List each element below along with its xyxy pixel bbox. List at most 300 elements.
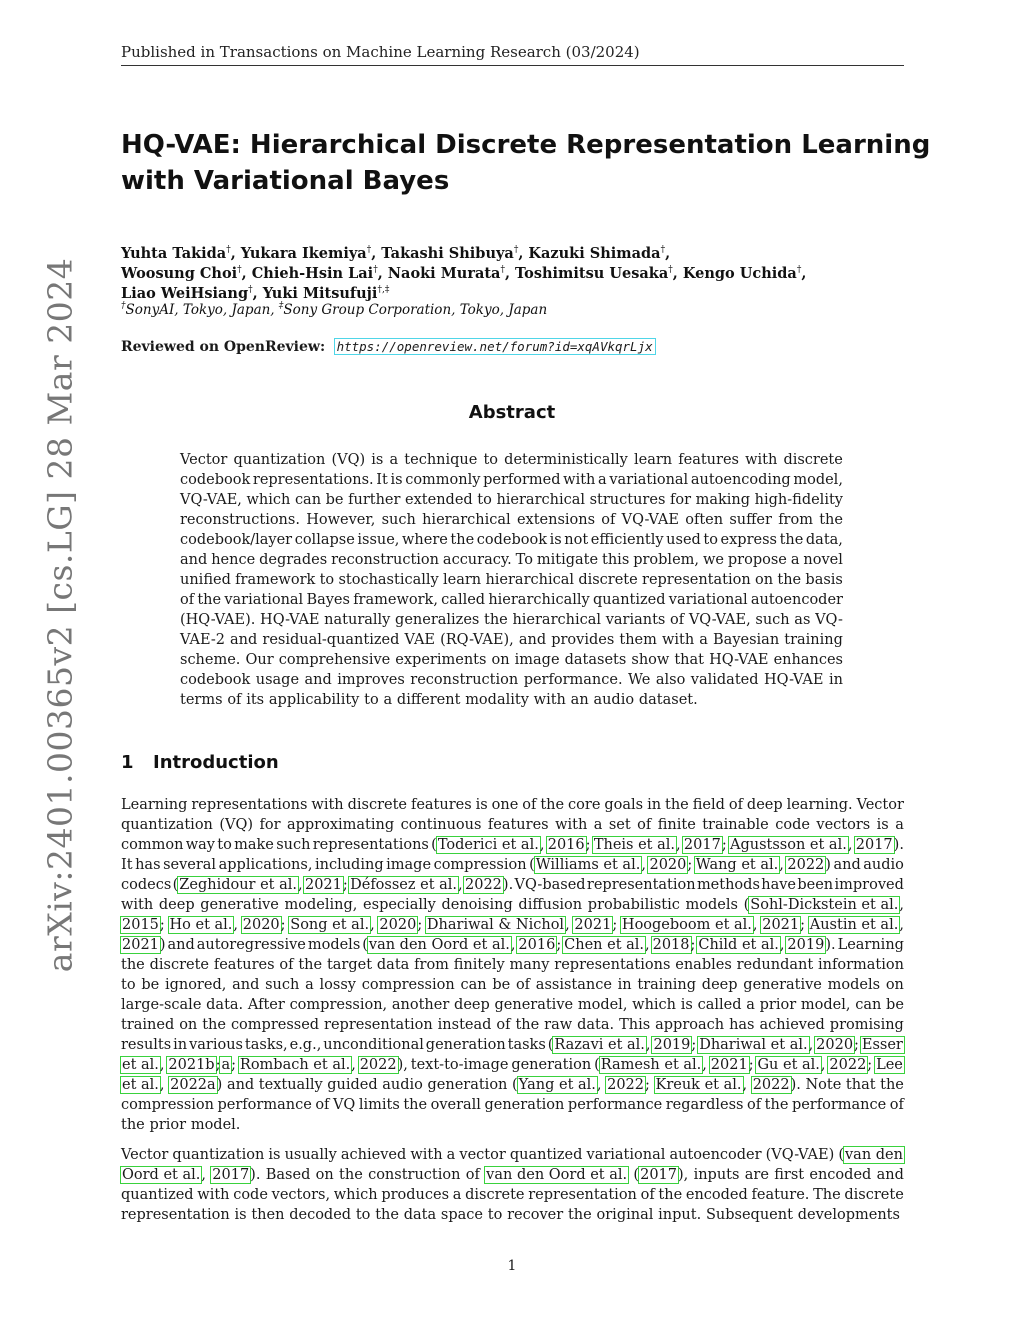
citation-link[interactable]: Gu et al. xyxy=(757,1057,820,1073)
word xyxy=(460,975,486,995)
word xyxy=(305,670,332,690)
word-text: reconstructions. xyxy=(180,512,300,528)
citation-link[interactable]: van den xyxy=(844,1147,903,1163)
citation-link[interactable]: Razavi et al. xyxy=(554,1037,645,1053)
word xyxy=(875,1055,904,1075)
citation-link[interactable]: 2022 xyxy=(465,877,502,893)
word xyxy=(316,1165,334,1185)
word xyxy=(234,1205,246,1225)
word xyxy=(633,1165,688,1185)
word-text: propose xyxy=(727,552,787,568)
word xyxy=(454,995,490,1015)
citation-link[interactable]: 2017 xyxy=(855,837,893,853)
word-text: is xyxy=(475,797,488,813)
text-line xyxy=(121,815,904,835)
citation-link[interactable]: Dhariwal et al. xyxy=(699,1037,808,1053)
word xyxy=(877,1165,904,1185)
word-text: called xyxy=(441,592,486,608)
citation-link[interactable]: 2018 xyxy=(652,937,690,953)
word-text: in xyxy=(173,1037,188,1053)
word-text: audio xyxy=(593,692,635,708)
word xyxy=(819,510,843,530)
paper-title xyxy=(121,127,931,199)
word xyxy=(377,955,409,975)
word-text: codecs xyxy=(121,877,172,893)
word xyxy=(121,855,133,875)
citation-link[interactable]: Esser xyxy=(861,1037,903,1053)
citation-link[interactable]: 2022 xyxy=(359,1057,397,1073)
citation-link[interactable]: 2017 xyxy=(640,1167,677,1183)
word-text: ; xyxy=(867,1057,873,1073)
word xyxy=(363,895,436,915)
word-text: model, xyxy=(577,997,628,1013)
word-text: the xyxy=(484,612,508,628)
word xyxy=(426,1035,506,1055)
word-text: (VQ) xyxy=(219,817,254,833)
word-text: ; xyxy=(690,937,696,953)
word-text: often xyxy=(685,512,724,528)
arxiv-stamp: arXiv:2401.00365v2 [cs.LG] 28 Mar 2024 xyxy=(40,257,80,973)
word xyxy=(619,1015,650,1035)
word xyxy=(362,935,515,955)
word-text: the xyxy=(540,797,565,813)
citation-link[interactable]: Yang et al. xyxy=(518,1077,596,1093)
word-text: express xyxy=(720,532,777,548)
word-text: has xyxy=(135,857,161,873)
word-text: such xyxy=(276,837,311,853)
word-text: unified xyxy=(180,572,231,588)
word-text: , xyxy=(159,1077,165,1093)
word xyxy=(443,570,481,590)
word xyxy=(338,570,438,590)
word xyxy=(578,995,628,1015)
citation-link[interactable]: 2022 xyxy=(607,1077,645,1093)
text-line xyxy=(121,935,904,955)
word-text: the xyxy=(658,1187,683,1203)
word-text: ignored, xyxy=(164,977,227,993)
word-text: data. xyxy=(577,1017,615,1033)
word xyxy=(298,955,322,975)
citation-link[interactable]: Rombach et al. xyxy=(239,1057,351,1073)
word xyxy=(547,835,591,855)
word xyxy=(327,1075,377,1095)
word xyxy=(224,590,303,610)
text-line xyxy=(180,670,843,690)
word-text: vectors, xyxy=(271,1187,331,1203)
citation-link[interactable]: Défossez et al. xyxy=(350,877,458,893)
word-text: can xyxy=(294,492,322,508)
word-text: representation xyxy=(642,572,751,588)
word-text: Vector xyxy=(180,452,228,468)
author-mark: †,‡ xyxy=(377,285,390,295)
word xyxy=(276,835,310,855)
citation-link[interactable]: 2021 xyxy=(304,877,342,893)
citation-link[interactable]: Ramesh et al. xyxy=(600,1057,702,1073)
word-text: features xyxy=(410,797,472,813)
word xyxy=(121,975,136,995)
word xyxy=(728,550,787,570)
word-text: , xyxy=(779,857,784,873)
word xyxy=(818,955,904,975)
word xyxy=(404,1205,436,1225)
word-text: making xyxy=(695,492,751,508)
citation-link[interactable]: Lee xyxy=(876,1057,903,1073)
word xyxy=(697,935,784,955)
section-number: 1 xyxy=(121,752,134,773)
word-text: improves xyxy=(337,672,405,688)
word xyxy=(266,1165,311,1185)
word-text: comprehensive xyxy=(278,652,391,668)
word xyxy=(245,1035,288,1055)
word xyxy=(324,1015,433,1035)
word xyxy=(246,690,264,710)
word-text: an xyxy=(570,692,589,708)
citation-link[interactable]: et al. xyxy=(122,1077,159,1093)
word-text: be xyxy=(325,492,344,508)
word xyxy=(737,955,814,975)
citation-link[interactable]: Hoogeboom et al. xyxy=(621,917,752,933)
author-list xyxy=(121,244,904,304)
word-text: hierarchical xyxy=(485,572,575,588)
word xyxy=(121,1035,171,1055)
word xyxy=(169,1075,222,1095)
citation-link[interactable]: 2021 xyxy=(762,917,800,933)
citation-link[interactable]: 2021b xyxy=(168,1057,215,1073)
word xyxy=(855,995,881,1015)
word xyxy=(392,995,449,1015)
word-text: , xyxy=(899,917,904,933)
word xyxy=(703,550,724,570)
word xyxy=(518,895,582,915)
citation-link[interactable]: 2017 xyxy=(683,837,721,853)
citation-link[interactable]: 2020 xyxy=(816,1037,854,1053)
citation-link[interactable]: 2021 xyxy=(122,937,159,953)
word-text: used xyxy=(666,532,701,548)
word-text: achieved xyxy=(759,1017,825,1033)
citation-link[interactable]: 2022 xyxy=(787,857,825,873)
word-text: its xyxy=(246,692,265,708)
citation-link[interactable]: Sohl-Dickstein et al. xyxy=(750,897,899,913)
word xyxy=(492,795,519,815)
word-text: autoencoder xyxy=(750,592,843,608)
word xyxy=(191,795,307,815)
word-text: models xyxy=(307,937,361,953)
word-text: learn xyxy=(443,572,482,588)
word xyxy=(259,815,280,835)
word-text: , xyxy=(201,1167,206,1183)
word-text: (VQ) xyxy=(331,452,366,468)
word xyxy=(648,855,692,875)
citation-link[interactable]: 2021 xyxy=(710,1057,748,1073)
word-text: finitely xyxy=(453,957,505,973)
word xyxy=(180,450,227,470)
citation-link[interactable]: 2016 xyxy=(547,837,585,853)
affiliation-text: Sony Group Corporation, Tokyo, Japan xyxy=(283,302,548,318)
word-text: the xyxy=(450,532,475,548)
word xyxy=(641,1185,655,1205)
word-text: , xyxy=(742,1077,748,1093)
word xyxy=(121,895,153,915)
word xyxy=(268,1145,280,1165)
word-text: text-to-image xyxy=(410,1057,509,1073)
citation-link[interactable]: 2020 xyxy=(649,857,687,873)
word xyxy=(327,955,372,975)
word xyxy=(320,570,335,590)
word-text: can xyxy=(855,997,882,1013)
word-text: ). xyxy=(825,937,836,953)
citation-link[interactable]: a xyxy=(221,1057,231,1073)
text-line xyxy=(180,530,843,550)
word-text: is xyxy=(680,997,693,1013)
word xyxy=(121,1145,168,1165)
word-text: compression, xyxy=(289,997,388,1013)
running-head: Published in Transactions on Machine Learning Research (03/2024) xyxy=(121,43,640,61)
word-text: variants xyxy=(605,612,666,628)
word xyxy=(828,975,880,995)
word xyxy=(295,530,355,550)
word-text: on xyxy=(885,977,904,993)
word xyxy=(522,795,536,815)
word-text: , xyxy=(510,937,516,953)
word-text: VAE-2 xyxy=(180,632,225,648)
text-line xyxy=(121,795,904,815)
word-text: a xyxy=(446,1147,456,1163)
word xyxy=(465,1185,524,1205)
word-text: is xyxy=(549,532,562,548)
word-text: To xyxy=(515,552,533,568)
word xyxy=(172,1145,264,1165)
word xyxy=(618,975,632,995)
word xyxy=(245,650,273,670)
citation-link[interactable]: van den Oord et al. xyxy=(486,1167,628,1183)
author-name: , Kengo Uchida xyxy=(672,265,797,282)
word xyxy=(697,875,760,895)
word xyxy=(510,1145,583,1165)
word xyxy=(588,895,680,915)
word-text: vector xyxy=(459,1147,506,1163)
word-text: audio xyxy=(863,857,904,873)
word xyxy=(744,895,904,915)
word xyxy=(702,975,738,995)
word xyxy=(698,1035,813,1055)
word-text: representation xyxy=(121,1207,230,1223)
word xyxy=(755,570,773,590)
word xyxy=(269,690,359,710)
word-text: prior xyxy=(759,997,797,1013)
citation-link[interactable]: 2022 xyxy=(829,1057,867,1073)
word xyxy=(544,1015,572,1035)
word-text: , xyxy=(641,857,646,873)
citation-link[interactable]: Theis et al. xyxy=(593,837,675,853)
word xyxy=(248,995,285,1015)
citation-link[interactable]: 2022a xyxy=(170,1077,216,1093)
word-text: common xyxy=(121,837,184,853)
word-text: continuous xyxy=(400,817,482,833)
text-line xyxy=(121,1145,904,1165)
word-text: codebook xyxy=(476,532,547,548)
author-mark: † xyxy=(226,245,231,255)
word-text: VQ-based xyxy=(514,877,586,893)
review-label: Reviewed on OpenReview: xyxy=(121,339,326,355)
word xyxy=(609,815,631,835)
word-text: audio xyxy=(382,1077,423,1093)
word xyxy=(794,610,810,630)
citation-link[interactable]: 2019 xyxy=(653,1037,691,1053)
author-line xyxy=(121,284,904,304)
word-text: data xyxy=(376,957,410,973)
word-text: ; xyxy=(721,837,727,853)
citation-link[interactable]: van den Oord et al. xyxy=(368,937,510,953)
word-text: structures xyxy=(589,492,666,508)
word-text: deterministically xyxy=(504,452,628,468)
word-text: also xyxy=(655,672,686,688)
word xyxy=(206,995,243,1015)
word xyxy=(232,975,259,995)
word-text: a xyxy=(598,472,607,488)
word xyxy=(454,955,505,975)
word-text: and xyxy=(232,977,260,993)
word-text: tasks xyxy=(507,1037,546,1053)
word-text: with xyxy=(555,817,588,833)
word xyxy=(334,1185,378,1205)
citation-link[interactable]: Toderici et al. xyxy=(437,837,539,853)
word-text: generative xyxy=(494,997,574,1013)
word-text: generation xyxy=(484,1097,565,1113)
word-text: lossy xyxy=(319,977,356,993)
word xyxy=(341,1145,406,1165)
word-text: we xyxy=(702,552,724,568)
word-text: denoising xyxy=(441,897,513,913)
word-text: models xyxy=(827,977,881,993)
citation-link[interactable]: Dhariwal & Nichol xyxy=(426,917,565,933)
word-text: and xyxy=(876,1167,904,1183)
word-text: promising xyxy=(829,1017,904,1033)
word-text: on xyxy=(491,652,510,668)
word-text: Learning xyxy=(837,937,904,953)
word-text: ; xyxy=(748,1057,754,1073)
word-text: the xyxy=(764,1097,789,1113)
section-title: Introduction xyxy=(153,752,279,773)
word-text: on xyxy=(179,1017,198,1033)
word-text: Based xyxy=(265,1167,311,1183)
word-text: , xyxy=(233,917,239,933)
word-text: of xyxy=(670,612,685,628)
text-line xyxy=(121,1015,904,1035)
citation-link[interactable]: Austin et al. xyxy=(809,917,899,933)
citation-link[interactable]: 2022 xyxy=(752,1077,790,1093)
word xyxy=(180,650,240,670)
word xyxy=(405,470,480,490)
word xyxy=(484,610,508,630)
word-text: be xyxy=(492,977,511,993)
word-text: deep xyxy=(701,977,738,993)
citation-link[interactable]: Agustsson et al. xyxy=(730,837,847,853)
word xyxy=(348,795,407,815)
citation-link[interactable]: 2020 xyxy=(379,917,417,933)
citation-link[interactable]: 2017 xyxy=(212,1167,250,1183)
citation-link[interactable]: 2021 xyxy=(574,917,612,933)
word xyxy=(362,975,455,995)
word xyxy=(180,630,225,650)
citation-link[interactable]: 2016 xyxy=(518,937,556,953)
word-text: e.g., xyxy=(289,1037,322,1053)
word xyxy=(422,510,511,530)
word xyxy=(308,935,360,955)
word-text: raw xyxy=(544,1017,573,1033)
word xyxy=(326,490,344,510)
citation-link[interactable]: 2020 xyxy=(242,917,280,933)
word-text: encoded xyxy=(809,1167,872,1183)
word-text: which xyxy=(632,997,677,1013)
citation-link[interactable]: Wang et al. xyxy=(695,857,779,873)
citation-link[interactable]: Ho et al. xyxy=(169,917,233,933)
word-text: codebook xyxy=(180,472,251,488)
word xyxy=(410,670,518,690)
word-text: be xyxy=(141,977,160,993)
section-heading xyxy=(121,752,279,773)
word xyxy=(339,1165,363,1185)
word xyxy=(179,1015,197,1035)
word xyxy=(371,450,383,470)
word-text: with xyxy=(533,692,566,708)
citation-link[interactable]: Child et al. xyxy=(698,937,779,953)
citation-link[interactable]: Zeghidour et al. xyxy=(179,877,298,893)
citation-link[interactable]: 2019 xyxy=(787,937,825,953)
citation-link[interactable]: Williams et al. xyxy=(535,857,641,873)
word xyxy=(492,650,510,670)
word xyxy=(227,1075,254,1095)
word-text: ( xyxy=(838,1147,844,1163)
word-text: ( xyxy=(633,1167,640,1183)
author-name: , Yuki Mitsufuji xyxy=(252,285,378,302)
word xyxy=(165,975,226,995)
word xyxy=(806,530,843,550)
word xyxy=(536,975,612,995)
word-text: deep xyxy=(454,997,490,1013)
word-text: the xyxy=(880,1077,904,1093)
text-line xyxy=(121,1165,904,1185)
word-text: efficiently xyxy=(590,532,664,548)
word xyxy=(428,1075,508,1095)
word xyxy=(180,670,250,690)
word xyxy=(593,835,681,855)
citation-link[interactable]: Song et al. xyxy=(290,917,370,933)
citation-link[interactable]: 2015 xyxy=(122,917,159,933)
word-text: for xyxy=(259,817,281,833)
word xyxy=(686,1185,748,1205)
citation-link[interactable]: Kreuk et al. xyxy=(655,1077,742,1093)
word-text: terms xyxy=(180,692,223,708)
word xyxy=(759,1015,824,1035)
word-text: and xyxy=(518,632,547,648)
citation-link[interactable]: et al. xyxy=(122,1057,159,1073)
word xyxy=(694,1165,740,1185)
word xyxy=(121,955,145,975)
word xyxy=(477,530,547,550)
word-text: from xyxy=(778,512,813,528)
word-text: the xyxy=(339,1167,363,1183)
word xyxy=(606,610,666,630)
word-text: representation xyxy=(528,1187,637,1203)
word xyxy=(568,1205,592,1225)
word-text: set xyxy=(608,817,631,833)
word xyxy=(150,955,209,975)
openreview-link[interactable]: https://openreview.net/forum?id=xqAVkqrLjx xyxy=(334,338,656,355)
word-text: generalizes xyxy=(395,612,480,628)
citation-link[interactable]: Oord et al. xyxy=(122,1167,201,1183)
citation-link[interactable]: Chen et al. xyxy=(564,937,645,953)
word-text: ; xyxy=(342,877,348,893)
